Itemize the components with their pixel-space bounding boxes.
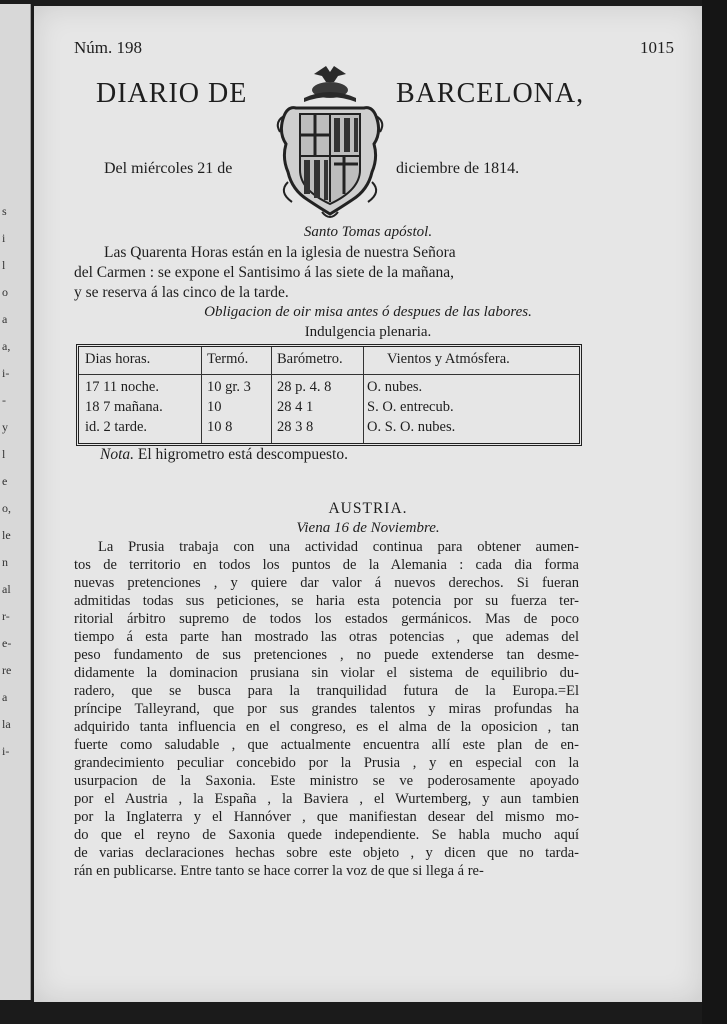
article-line: nuevas pretenciones , y quiere dar valor á nuevos derechos. Si fueran (74, 575, 579, 591)
left-page-fragment: i (2, 231, 6, 245)
saint-of-day: Santo Tomas apóstol. (303, 224, 433, 240)
article-body (74, 538, 579, 880)
article-line: rán en publicarse. Entre tanto se hace correr la voz de que si llega á re- (74, 863, 484, 879)
article-line: fuerte como saludable , que actualmente encuentra allí este plan de en- (74, 737, 579, 753)
weather-header-barometer: Barómetro. (277, 351, 343, 367)
article-line: usurpacion de la Saxonia. Este ministro se ve poderosamente apoyado (74, 773, 579, 789)
left-page-fragment: i- (2, 744, 10, 758)
coat-of-arms-emblem (274, 62, 386, 224)
left-page-fragment: e (2, 474, 8, 488)
weather-cell: 18 7 mañana. (85, 399, 163, 415)
weather-cell: 10 (207, 399, 222, 415)
left-page-fragment: re (2, 663, 12, 677)
note-text: El higrometro está descompuesto. (137, 446, 348, 463)
article-line: de varias declaraciones hechas sobre este objeto , y dicen que no tarda- (74, 845, 579, 861)
weather-cell: 10 gr. 3 (207, 379, 251, 395)
article-line: ritorial árbitro supremo de todos los estados germánicos. Mas de poco (74, 611, 579, 627)
left-page-fragment: - (2, 393, 6, 407)
article-line: radero, que se busca para la tranquilidad futura de la Europa.=El (74, 683, 579, 699)
left-page-fragment: y (2, 420, 8, 434)
religious-line-3: y se reserva á las cinco de la tarde. (74, 284, 289, 301)
article-line: adquirido tanta influencia en el congreso, es el alma de la oposicion , tan (74, 719, 579, 735)
section-heading: AUSTRIA. (328, 500, 408, 517)
left-page-fragment: a (2, 312, 8, 326)
left-page-fragment: la (2, 717, 11, 731)
article-line: do que el reyno de Saxonia quede independiente. Se habla mucho aquí (74, 827, 579, 843)
left-page-fragment: al (2, 582, 11, 596)
weather-cell: O. S. O. nubes. (367, 419, 456, 435)
issue-number: Núm. 198 (74, 38, 142, 57)
masthead-title-right: BARCELONA, (396, 78, 585, 109)
article-line: didamente la dominacion prusiana sin violar el sistema de equilibrio du- (74, 665, 579, 681)
article-line: tiempo á esta parte han mostrado las otras potencias , que ademas del (74, 629, 579, 645)
date-line-right: diciembre de 1814. (396, 160, 520, 177)
left-page-edge (0, 4, 31, 1000)
weather-header-days: Dias horas. (85, 351, 151, 367)
left-page-fragment: e- (2, 636, 12, 650)
weather-cell: 28 p. 4. 8 (277, 379, 332, 395)
left-page-fragment: a (2, 690, 8, 704)
left-page-fragment: r- (2, 609, 10, 623)
weather-cell: 17 11 noche. (85, 379, 159, 395)
left-page-fragment: a, (2, 339, 11, 353)
hygrometer-note (100, 446, 348, 464)
article-line: admitidas todas sus peticiones, se haria esta potencia por su fuerza ter- (74, 593, 579, 609)
weather-table (76, 344, 582, 446)
weather-cell: 10 8 (207, 419, 233, 435)
weather-cell: 28 3 8 (277, 419, 314, 435)
article-line: peso fundamento de sus pretenciones , no puede extenderse tan desme- (74, 647, 579, 663)
right-dark-edge (702, 0, 727, 1024)
obligation-note: Obligacion de oir misa antes ó despues de las labores. (204, 304, 532, 320)
weather-header-winds: Vientos y Atmósfera. (387, 351, 510, 367)
article-line: por el Austria , la España , la Baviera , el Wurtemberg, y aun tambien (74, 791, 579, 807)
left-page-fragment: o (2, 285, 8, 299)
left-page-fragment: i- (2, 366, 10, 380)
article-line: príncipe Talleyrand, que por sus grandes talentos y miras profundas ha (74, 701, 579, 717)
left-page-fragment: le (2, 528, 11, 542)
religious-line-2: del Carmen : se expone el Santisimo á las siete de la mañana, (74, 264, 455, 281)
newspaper-page (34, 6, 702, 1002)
article-line: tos de territorio en todos los puntos de la Alemania : cada dia forma (74, 557, 579, 573)
weather-cell: S. O. entrecub. (367, 399, 454, 415)
left-page-fragment: s (2, 204, 7, 218)
article-line: por la Inglaterra y el Hannóver , que manifiestan desear del mismo mo- (74, 809, 579, 825)
weather-cell: id. 2 tarde. (85, 419, 148, 435)
weather-cell: 28 4 1 (277, 399, 314, 415)
masthead-title-left: DIARIO DE (96, 78, 248, 109)
page-number: 1015 (640, 38, 674, 57)
weather-header-thermometer: Termó. (207, 351, 249, 367)
article-line: grandecimiento peculiar concebido por la Prusia , y en especial con la (74, 755, 579, 771)
note-label: Nota. (100, 446, 135, 463)
article-dateline: Viena 16 de Noviembre. (296, 520, 440, 536)
left-page-fragment: n (2, 555, 8, 569)
left-page-fragment: l (2, 258, 6, 272)
left-page-fragment: o, (2, 501, 11, 515)
date-line-left: Del miércoles 21 de (104, 160, 233, 177)
religious-line-1: Las Quarenta Horas están en la iglesia de nuestra Señora (104, 244, 456, 261)
indulgence-note: Indulgencia plenaria. (304, 324, 432, 340)
left-page-fragment: l (2, 447, 6, 461)
weather-cell: O. nubes. (367, 379, 423, 395)
article-line: La Prusia trabaja con una actividad continua para obtener aumen- (98, 539, 579, 555)
